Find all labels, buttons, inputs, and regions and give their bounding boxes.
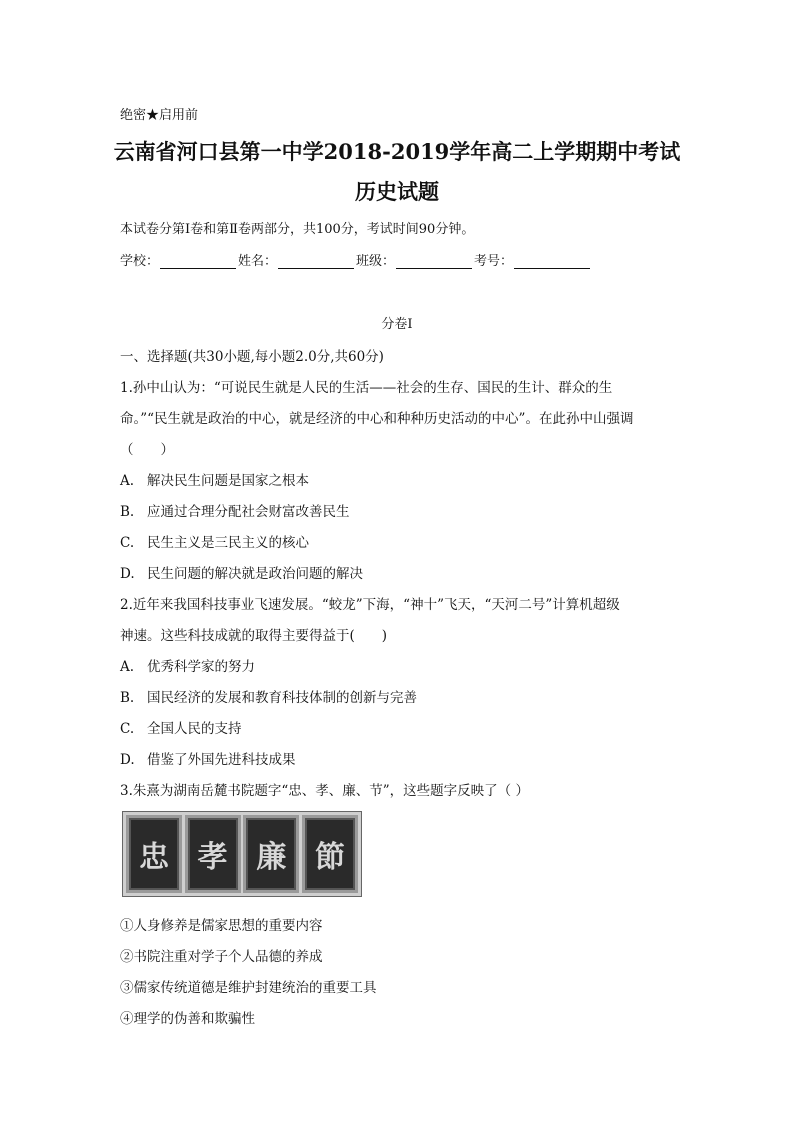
option-text: 优秀科学家的努力 [147, 659, 255, 675]
option-letter: C. [120, 721, 135, 737]
class-field[interactable] [396, 254, 472, 269]
option-text: 全国人民的支持 [147, 721, 242, 737]
plaque-filial-piety [185, 815, 241, 893]
question-1-option-d[interactable] [120, 562, 363, 582]
question-2-option-c[interactable] [120, 717, 242, 737]
section-heading: 一、选择题(共30小题,每小题2.0分,共60分) [120, 349, 384, 365]
option-text: 民生主义是三民主义的核心 [147, 535, 309, 551]
option-letter: A. [120, 659, 135, 675]
school-field[interactable] [160, 254, 236, 269]
exam-title: 云南省河口县第一中学2018-2019学年高二上学期期中考试 [113, 139, 681, 164]
question-1-line-3: （ ） [120, 442, 174, 458]
plaque-character: 節 [314, 840, 345, 875]
plaque-loyalty [126, 815, 182, 893]
confidential-label: 绝密★启用前 [120, 108, 199, 123]
question-1-line-1: 1.孙中山认为：“可说民生就是人民的生活——社会的生存、国民的生计、群众的生 [120, 380, 613, 396]
option-letter: D. [120, 752, 135, 768]
name-label: 姓名： [238, 254, 278, 269]
option-letter: D. [120, 566, 135, 582]
option-text: 民生问题的解决就是政治问题的解决 [147, 566, 363, 582]
plaque-chastity [302, 815, 358, 893]
question-2-option-a[interactable] [120, 655, 255, 675]
question-1-option-b[interactable] [120, 500, 350, 520]
plaque-integrity [243, 815, 299, 893]
question-3-statement-3: ③儒家传统道德是维护封建统治的重要工具 [120, 980, 377, 996]
option-letter: C. [120, 535, 135, 551]
question-1-line-2: 命。”“民生就是政治的中心，就是经济的中心和种种历史活动的中心”。在此孙中山强调 [120, 411, 634, 427]
option-text: 借鉴了外国先进科技成果 [147, 752, 296, 768]
question-3-statement-2: ②书院注重对学子个人品德的养成 [120, 949, 323, 965]
question-1-option-a[interactable] [120, 469, 309, 489]
exam-subject-title: 历史试题 [355, 179, 439, 204]
question-2-option-b[interactable] [120, 686, 417, 706]
question-3-statement-4: ④理学的伪善和欺骗性 [120, 1011, 255, 1027]
question-3-line-1: 3.朱熹为湖南岳麓书院题字“忠、孝、廉、节”，这些题字反映了（ ） [120, 783, 529, 799]
question-2-line-1: 2.近年来我国科技事业飞速发展。“蛟龙”下海，“神十”飞天，“天河二号”计算机超级 [120, 597, 620, 613]
question-2-option-d[interactable] [120, 748, 296, 768]
exam-number-field[interactable] [514, 254, 590, 269]
option-text: 国民经济的发展和教育科技体制的创新与完善 [147, 690, 417, 706]
question-3-statement-1: ①人身修养是儒家思想的重要内容 [120, 918, 323, 934]
class-label: 班级： [356, 254, 396, 269]
option-text: 解决民生问题是国家之根本 [147, 473, 309, 489]
school-label: 学校： [120, 254, 160, 269]
plaque-character: 孝 [197, 840, 228, 875]
exam-info: 本试卷分第Ⅰ卷和第Ⅱ卷两部分，共100分，考试时间90分钟。 [120, 222, 475, 237]
plaque-character: 廉 [256, 840, 287, 875]
name-field[interactable] [278, 254, 354, 269]
exam-number-label: 考号： [474, 254, 514, 269]
option-text: 应通过合理分配社会财富改善民生 [147, 504, 350, 520]
calligraphy-plaques-image [122, 811, 362, 897]
plaque-character: 忠 [139, 840, 169, 875]
question-2-line-2: 神速。这些科技成就的取得主要得益于( ) [120, 628, 388, 644]
question-1-option-c[interactable] [120, 531, 309, 551]
student-info-fields [120, 250, 592, 269]
option-letter: B. [120, 504, 135, 520]
option-letter: A. [120, 473, 135, 489]
option-letter: B. [120, 690, 135, 706]
section-title: 分卷I [381, 317, 413, 332]
